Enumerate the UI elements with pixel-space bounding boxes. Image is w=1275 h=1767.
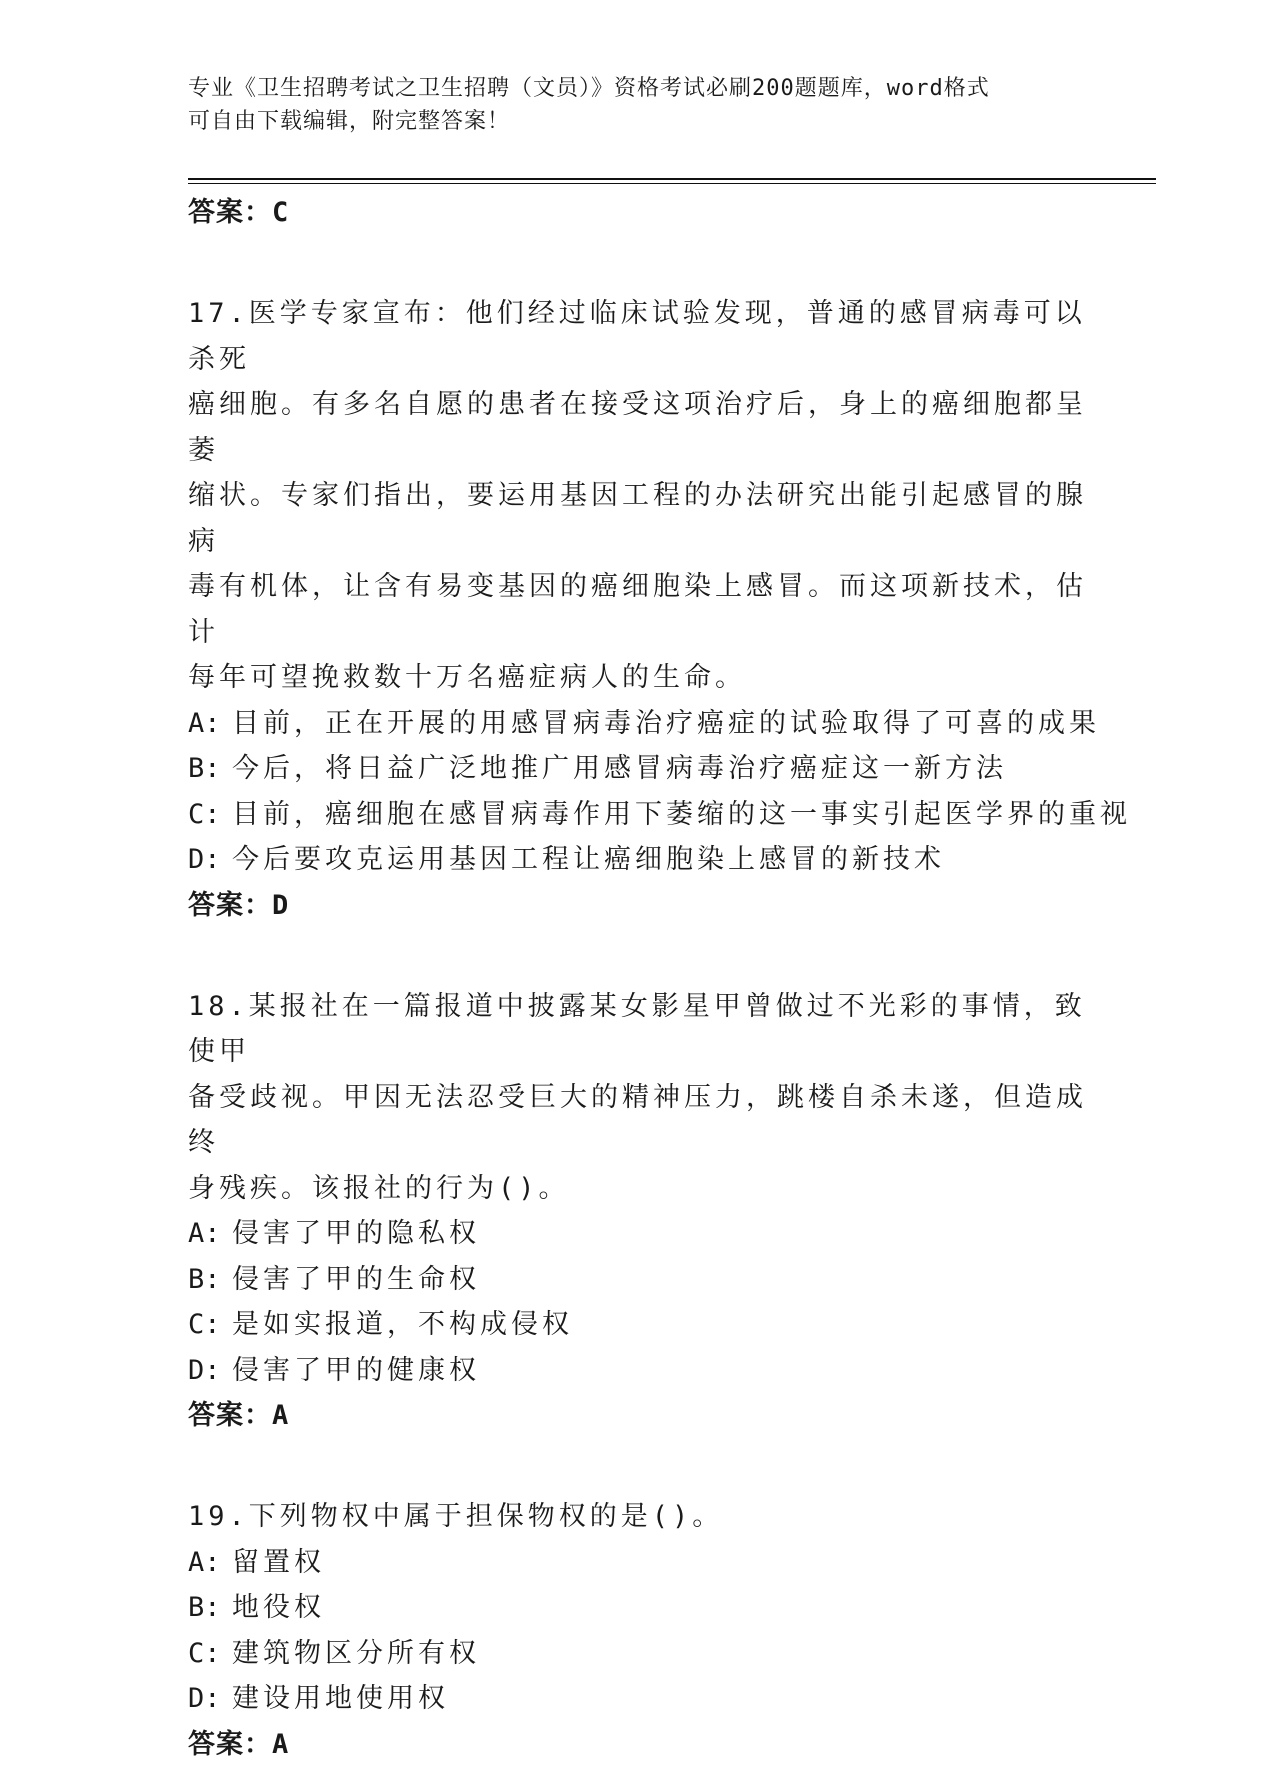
option-letter: C: [188,1637,221,1669]
question-stem [188,984,1088,1212]
option-letter: A: [188,1546,221,1578]
option-letter: C: [188,1309,221,1340]
option-b [188,1257,1088,1303]
header-line-1: 专业《卫生招聘考试之卫生招聘（文员）》资格考试必刷200题题库，word格式 [188,76,990,101]
option-c [188,1302,1088,1348]
option-text: 侵害了甲的生命权 [232,1263,480,1295]
option-letter: D: [188,1683,221,1714]
option-b [188,1585,1088,1631]
stem-line: 癌细胞。有多名自愿的患者在接受这项治疗后，身上的癌细胞都呈萎 [188,389,1087,466]
answer-label: 答案：A [188,1400,290,1431]
header-rule-thin [188,183,1156,184]
option-letter: D: [188,844,221,875]
option-text: 侵害了甲的健康权 [232,1354,480,1386]
question-stem [188,1494,1088,1540]
stem-line: 17.医学专家宣布：他们经过临床试验发现，普通的感冒病毒可以杀死 [188,298,1086,375]
option-text: 侵害了甲的隐私权 [232,1218,480,1249]
stem-line: 备受歧视。甲因无法忍受巨大的精神压力，跳楼自杀未遂，但造成终 [188,1081,1087,1158]
option-text: 建筑物区分所有权 [232,1637,480,1669]
option-d [188,837,1088,883]
answer-label: 答案：C [188,197,290,228]
option-d [188,1676,1088,1722]
option-a [188,1211,1088,1257]
question-list [188,190,1131,1767]
option-letter: B: [188,753,221,784]
option-c [188,1631,1088,1677]
option-a [188,1540,1088,1586]
option-text: 留置权 [232,1546,325,1578]
option-b [188,746,1088,792]
option-text: 是如实报道，不构成侵权 [232,1309,573,1340]
option-text: 今后要攻克运用基因工程让癌细胞染上感冒的新技术 [232,844,945,875]
option-letter: A: [188,707,221,739]
question-stem [188,291,1088,701]
option-letter: A: [188,1218,221,1249]
option-text: 今后，将日益广泛地推广用感冒病毒治疗癌症这一新方法 [232,753,1007,784]
stem-line: 19.下列物权中属于担保物权的是()。 [188,1501,724,1532]
question-18 [188,984,1088,1439]
stem-line: 缩状。专家们指出，要运用基因工程的办法研究出能引起感冒的腺病 [188,480,1087,557]
stem-line: 18.某报社在一篇报道中披露某女影星甲曾做过不光彩的事情，致使甲 [188,990,1086,1067]
option-letter: B: [188,1263,221,1295]
option-text: 地役权 [232,1592,325,1623]
option-text: 建设用地使用权 [232,1683,449,1714]
question-19 [188,1494,1088,1767]
option-letter: D: [188,1354,221,1386]
document-header [188,72,1068,138]
question-17 [188,291,1131,928]
option-c [188,792,1131,838]
stem-line: 每年可望挽救数十万名癌症病人的生命。 [188,662,746,693]
stem-line: 身残疾。该报社的行为()。 [188,1172,570,1204]
stem-line: 毒有机体，让含有易变基因的癌细胞染上感冒。而这项新技术，估计 [188,571,1087,648]
option-text: 目前，正在开展的用感冒病毒治疗癌症的试验取得了可喜的成果 [232,707,1100,739]
answer-label: 答案：D [188,889,290,921]
header-rule-thick [188,178,1156,180]
header-line-2: 可自由下载编辑，附完整答案！ [188,109,511,134]
option-text: 目前，癌细胞在感冒病毒作用下萎缩的这一事实引起医学界的重视 [232,798,1131,830]
option-letter: B: [188,1592,221,1623]
option-letter: C: [188,798,221,830]
answer-label: 答案：A [188,1728,290,1760]
option-a [188,701,1100,747]
option-d [188,1348,1088,1394]
